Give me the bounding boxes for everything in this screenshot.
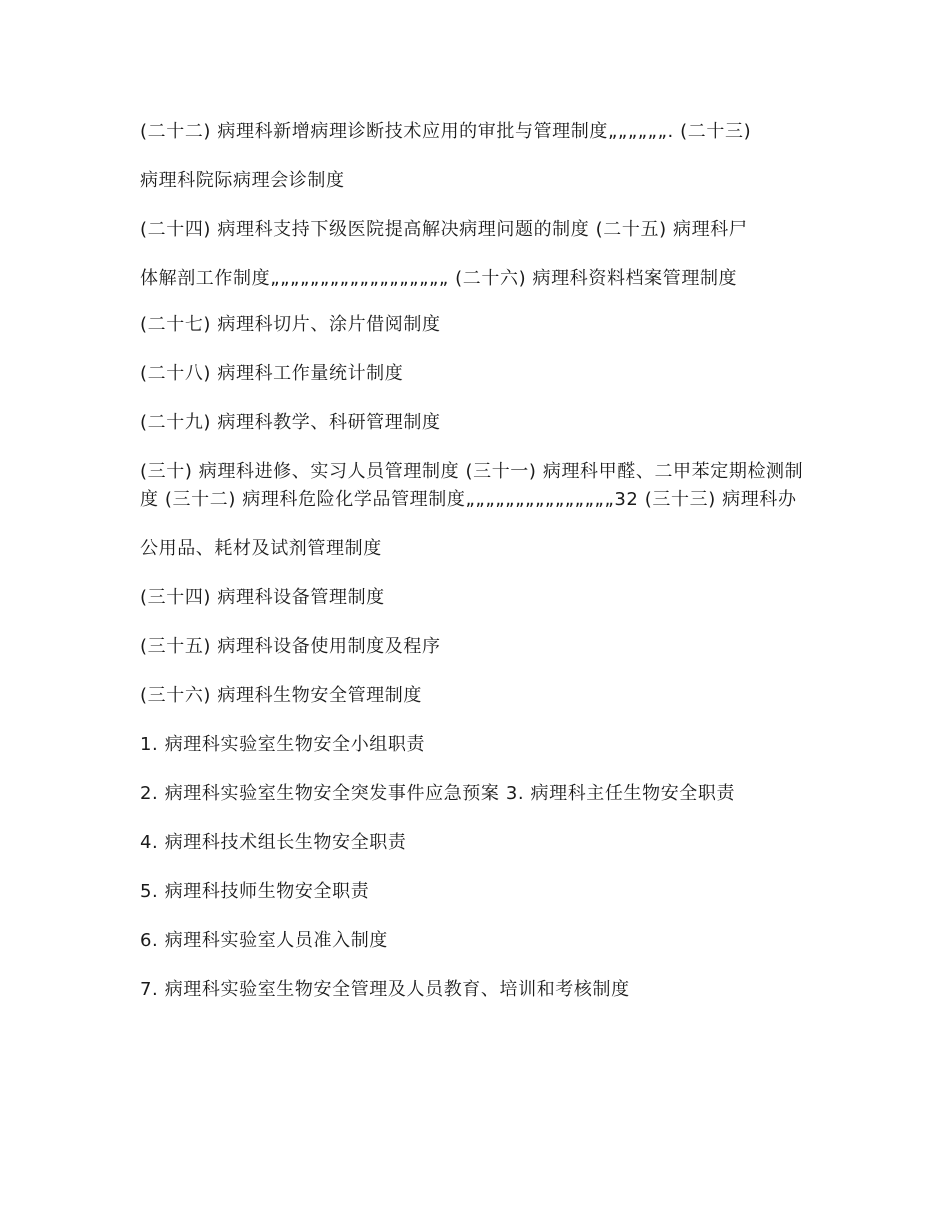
toc-line: 7. 病理科实验室生物安全管理及人员教育、培训和考核制度 bbox=[140, 979, 630, 1000]
toc-line: 体解剖工作制度„„„„„„„„„„„„„„„„„„ (二十六) 病理科资料档案管理制度 bbox=[140, 268, 738, 289]
toc-line: 2. 病理科实验室生物安全突发事件应急预案 3. 病理科主任生物安全职责 bbox=[140, 783, 736, 804]
toc-line: (三十四) 病理科设备管理制度 bbox=[140, 587, 385, 608]
toc-line: 4. 病理科技术组长生物安全职责 bbox=[140, 832, 407, 853]
document-page bbox=[140, 118, 820, 1025]
toc-line: 5. 病理科技师生物安全职责 bbox=[140, 881, 370, 902]
toc-line: (三十) 病理科进修、实习人员管理制度 (三十一) 病理科甲醛、二甲苯定期检测制度 (三十二) 病理科危险化学品管理制度„„„„„„„„„„„„„„„32 (三十三) 病理科办 bbox=[140, 461, 804, 510]
toc-line: 1. 病理科实验室生物安全小组职责 bbox=[140, 734, 426, 755]
toc-line: (二十二) 病理科新增病理诊断技术应用的审批与管理制度„„„„„„. (二十三) bbox=[140, 121, 752, 142]
toc-line: (三十六) 病理科生物安全管理制度 bbox=[140, 685, 422, 706]
toc-line: (二十七) 病理科切片、涂片借阅制度 bbox=[140, 314, 441, 335]
toc-line: (二十四) 病理科支持下级医院提高解决病理问题的制度 (二十五) 病理科尸 bbox=[140, 219, 748, 240]
toc-line: 6. 病理科实验室人员准入制度 bbox=[140, 930, 388, 951]
toc-line: (二十九) 病理科教学、科研管理制度 bbox=[140, 412, 441, 433]
toc-line: (三十五) 病理科设备使用制度及程序 bbox=[140, 636, 441, 657]
toc-line: 病理科院际病理会诊制度 bbox=[140, 170, 345, 191]
toc-line: 公用品、耗材及试剂管理制度 bbox=[140, 538, 382, 559]
toc-line: (二十八) 病理科工作量统计制度 bbox=[140, 363, 404, 384]
